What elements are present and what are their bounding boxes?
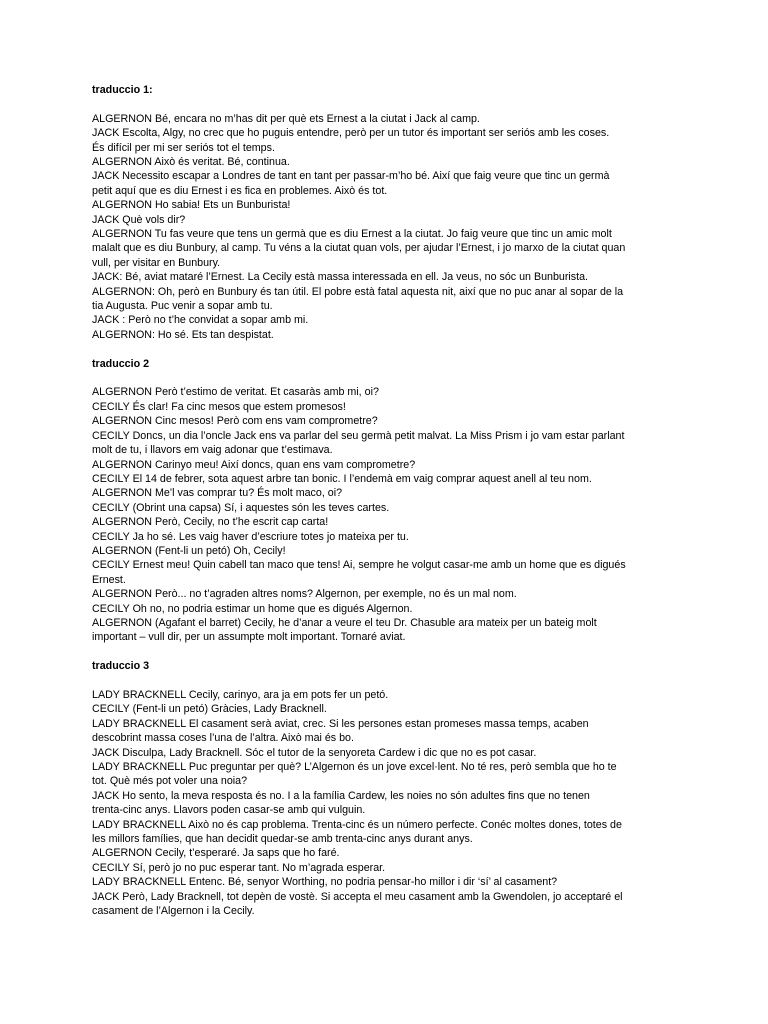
dialogue-line: ALGERNON: Ho sé. Ets tan despistat. xyxy=(92,328,274,341)
dialogue-line: CECILY Sí, però jo no puc esperar tant. No m’agrada esperar. xyxy=(92,861,386,874)
dialogue-line: malalt que es diu Bunbury, al camp. Tu véns a la ciutat quan vols, per ajudar l’Ernest, i jo marxo de la ciutat quan xyxy=(92,242,626,255)
dialogue-line: JACK Però, Lady Bracknell, tot depèn de vostè. Si accepta el meu casament amb la Gwendolen, jo acceptaré el xyxy=(92,890,623,903)
dialogue-line: ALGERNON Cinc mesos! Però com ens vam comprometre? xyxy=(92,415,378,428)
dialogue-line: ALGERNON Ho sabia! Ets un Bunburista! xyxy=(92,199,291,212)
dialogue-line: CECILY Ja ho sé. Les vaig haver d’escriure totes jo mateixa per tu. xyxy=(92,530,409,543)
section-gap xyxy=(92,645,692,659)
heading-gap xyxy=(92,674,692,688)
dialogue-line: ALGERNON Me’l vas comprar tu? És molt maco, oi? xyxy=(92,487,343,500)
dialogue-line: LADY BRACKNELL Això no és cap problema. Trenta-cinc és un número perfecte. Conéc moltes dones, totes de xyxy=(92,818,622,831)
dialogue-line: CECILY (Obrint una capsa) Sí, i aquestes són les teves cartes. xyxy=(92,501,390,514)
dialogue-line: LADY BRACKNELL Cecily, carinyo, ara ja em pots fer un petó. xyxy=(92,688,389,701)
dialogue-line: descobrint massa coses l’una de l’altra. Això mai és bo. xyxy=(92,732,354,745)
dialogue-line: tia Augusta. Puc venir a sopar amb tu. xyxy=(92,300,273,313)
dialogue-line: petit aquí que es diu Ernest i es fica en problemes. Això és tot. xyxy=(92,184,388,197)
dialogue-line: CECILY Ernest meu! Quin cabell tan maco que tens! Ai, sempre he volgut casar-me amb un home que es digués xyxy=(92,559,626,572)
dialogue-line: ALGERNON Cecily, t’esperaré. Ja saps que ho faré. xyxy=(92,847,340,860)
dialogue-line: CECILY El 14 de febrer, sota aquest arbre tan bonic. I l’endemà em vaig comprar aquest anell al teu nom. xyxy=(92,472,592,485)
dialogue-line: JACK: Bé, aviat mataré l’Ernest. La Cecily està massa interessada en ell. Ja veus, no sóc un Bunburista. xyxy=(92,271,589,284)
dialogue-line: ALGERNON Bé, encara no m’has dit per què ets Ernest a la ciutat i Jack al camp. xyxy=(92,112,480,125)
dialogue-line: CECILY Doncs, un dia l’oncle Jack ens va parlar del seu germà petit malvat. La Miss Prism i jo vam estar parlant xyxy=(92,429,625,442)
dialogue-line: CECILY Oh no, no podria estimar un home que es digués Algernon. xyxy=(92,602,413,615)
section-gap xyxy=(92,342,692,356)
dialogue-line: És difícil per mi ser seriós tot el temps. xyxy=(92,141,275,154)
dialogue-line: ALGERNON Però t’estimo de veritat. Et casaràs amb mi, oi? xyxy=(92,386,379,399)
dialogue-line: Ernest. xyxy=(92,573,126,586)
dialogue-line: JACK : Però no t’he convidat a sopar amb mi. xyxy=(92,314,309,327)
heading-gap xyxy=(92,371,692,385)
dialogue-line: CECILY És clar! Fa cinc mesos que estem promesos! xyxy=(92,400,346,413)
section-heading: traduccio 3 xyxy=(92,660,150,673)
dialogue-line: JACK Escolta, Algy, no crec que ho puguis entendre, però per un tutor és important ser seriós amb les coses. xyxy=(92,127,610,140)
dialogue-line: ALGERNON Tu fas veure que tens un germà que es diu Ernest a la ciutat. Jo faig veure que tinc un amic molt xyxy=(92,228,612,241)
dialogue-line: important – vull dir, per un assumpte molt important. Tornaré aviat. xyxy=(92,631,406,644)
dialogue-line: JACK Necessito escapar a Londres de tant en tant per passar-m’ho bé. Així que faig veure que tinc un germà xyxy=(92,170,610,183)
dialogue-line: LADY BRACKNELL Puc preguntar per què? L’Algernon és un jove excel·lent. No té res, però sembla que ho te xyxy=(92,761,617,774)
dialogue-line: casament de l’Algernon i la Cecily. xyxy=(92,905,255,918)
section-heading: traduccio 2 xyxy=(92,357,150,370)
heading-gap xyxy=(92,97,692,111)
dialogue-line: LADY BRACKNELL El casament serà aviat, crec. Si les persones estan promeses massa temps, acaben xyxy=(92,717,589,730)
dialogue-line: ALGERNON: Oh, però en Bunbury és tan útil. El pobre està fatal aquesta nit, així que no puc anar al sopar de la xyxy=(92,285,624,298)
dialogue-line: CECILY (Fent-li un petó) Gràcies, Lady Bracknell. xyxy=(92,703,327,716)
dialogue-line: JACK Què vols dir? xyxy=(92,213,186,226)
dialogue-line: JACK Disculpa, Lady Bracknell. Sóc el tutor de la senyoreta Cardew i dic que no es pot casar. xyxy=(92,746,537,759)
dialogue-line: ALGERNON (Agafant el barret) Cecily, he d’anar a veure el teu Dr. Chasuble ara mateix per un bateig molt xyxy=(92,616,597,629)
dialogue-line: JACK Ho sento, la meva resposta és no. I a la família Cardew, les noies no són adultes fins que no tenen xyxy=(92,789,590,802)
dialogue-line: les millors famílies, que han decidit quedar-se amb trenta-cinc anys durant anys. xyxy=(92,833,473,846)
dialogue-line: ALGERNON Però... no t’agraden altres noms? Algernon, per exemple, no és un mal nom. xyxy=(92,588,517,601)
dialogue-line: vull, per visitar en Bunbury. xyxy=(92,256,221,269)
section-heading: traduccio 1: xyxy=(92,84,153,96)
document-page xyxy=(92,83,692,918)
document-body xyxy=(92,83,692,918)
dialogue-line: tot. Què més pot voler una noia? xyxy=(92,775,248,788)
dialogue-line: molt de tu, i llavors em vaig adonar que t’estimava. xyxy=(92,444,333,457)
dialogue-line: trenta-cinc anys. Llavors poden casar-se amb qui vulguin. xyxy=(92,804,366,817)
dialogue-line: ALGERNON Però, Cecily, no t’he escrit cap carta! xyxy=(92,516,329,529)
dialogue-line: ALGERNON Això és veritat. Bé, continua. xyxy=(92,156,290,169)
dialogue-line: LADY BRACKNELL Entenc. Bé, senyor Worthing, no podria pensar-ho millor i dir ‘sí’ al casament? xyxy=(92,876,558,889)
dialogue-line: ALGERNON (Fent-li un petó) Oh, Cecily! xyxy=(92,544,286,557)
dialogue-line: ALGERNON Carinyo meu! Així doncs, quan ens vam comprometre? xyxy=(92,458,416,471)
